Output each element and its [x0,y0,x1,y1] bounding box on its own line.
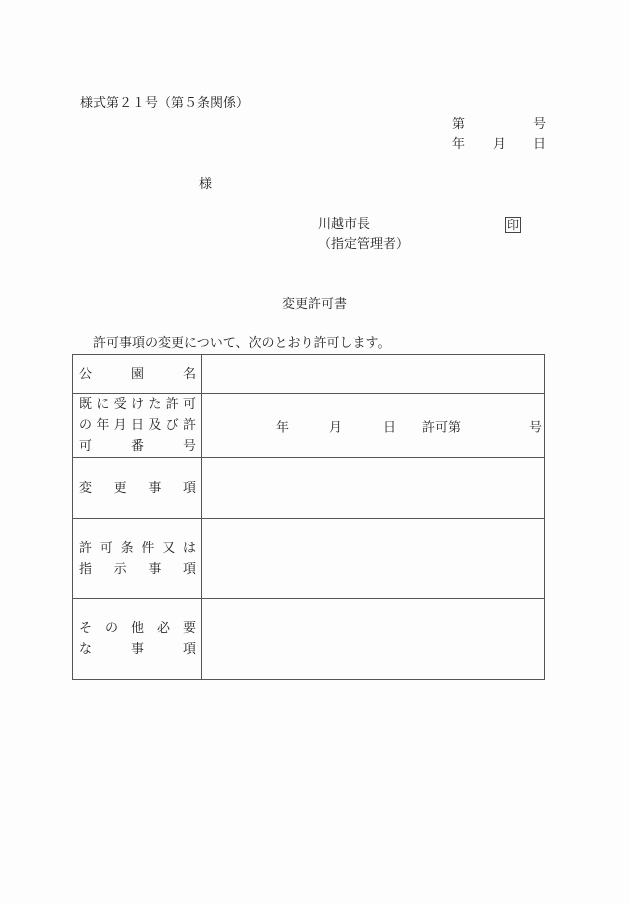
value-change-items[interactable] [202,458,545,519]
table-row-park-name [73,355,545,394]
label-change-items: 変 更 事 項 [73,458,202,519]
document-title: 変更許可書 [282,297,348,312]
form-number: 様式第２１号（第５条関係） [80,96,250,111]
table-row-conditions [73,519,545,599]
label-prior-permit: 既 に 受 け た 許 可 の 年 月 日 及 び 許 可 番 号 [73,394,202,458]
value-park-name[interactable] [202,355,545,394]
table-row-prior-permit [73,394,545,458]
date-year: 年 [452,137,466,152]
permit-year: 年 [276,420,290,435]
value-other-items[interactable] [202,599,545,680]
doc-number-prefix: 第 [452,117,466,132]
seal-mark: 印 [507,218,520,232]
table-row-change-items [73,458,545,519]
doc-number-suffix: 号 [533,117,547,132]
permit-month: 月 [329,420,343,435]
permit-number-prefix: 許可第 [422,420,462,435]
permit-table [72,354,545,680]
permit-day: 日 [383,420,397,435]
addressee-suffix: 様 [199,177,213,192]
table-row-other-items [73,599,545,680]
label-other-items: そ の 他 必 要 な 事 項 [73,599,202,680]
value-conditions[interactable] [202,519,545,599]
label-park-name: 公 園 名 [73,355,202,394]
value-prior-permit[interactable] [202,394,545,458]
issuer-name: 川越市長 [318,217,371,232]
issuer-subtitle: （指定管理者） [318,237,410,252]
intro-text: 許可事項の変更について、次のとおり許可します。 [93,336,391,351]
label-conditions: 許 可 条 件 又 は 指 示 事 項 [73,519,202,599]
permit-number-suffix: 号 [529,420,543,435]
date-day: 日 [533,137,547,152]
date-month: 月 [493,137,507,152]
